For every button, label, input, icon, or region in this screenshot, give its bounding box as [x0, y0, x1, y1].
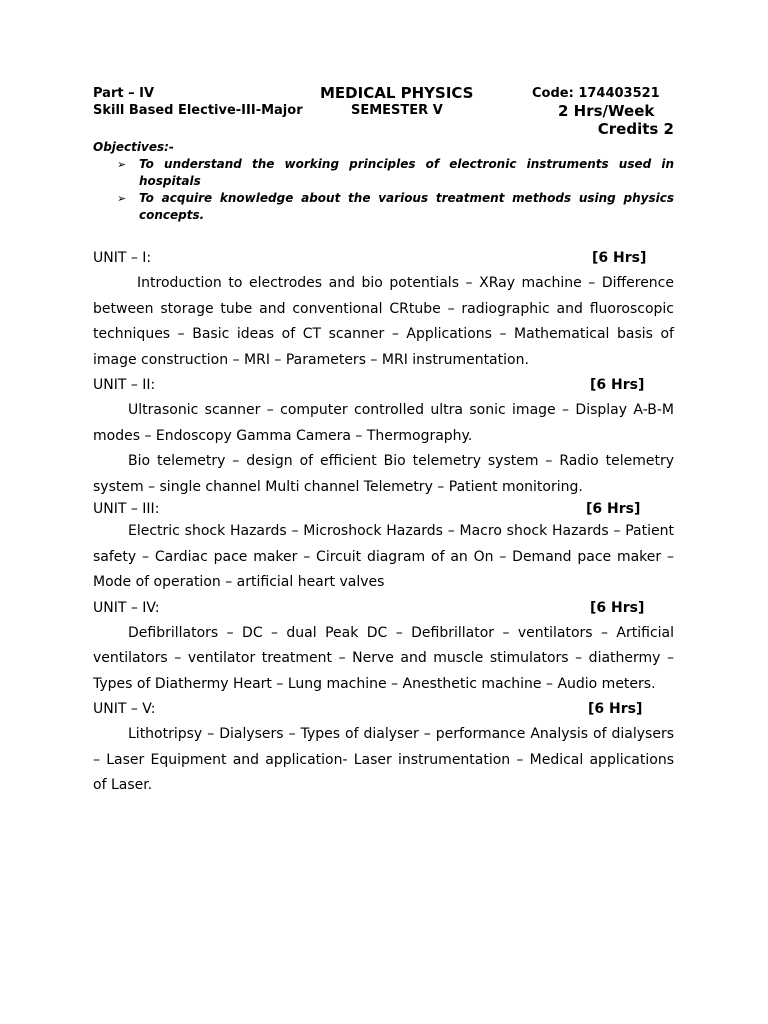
unit-title: UNIT – III:	[93, 501, 160, 517]
syllabus-page	[93, 86, 674, 799]
semester-label: SEMESTER V	[351, 103, 443, 118]
unit-hours: [6 Hrs]	[588, 701, 643, 717]
objective-text: To acquire knowledge about the various treatment methods using physics concepts.	[139, 191, 674, 222]
course-code: Code: 174403521	[532, 86, 660, 101]
unit-paragraph: Bio telemetry – design of efficient Bio telemetry system – Radio telemetry system – single channel Multi channel Telemetry – Patient monitoring.	[93, 453, 674, 495]
unit-hours: [6 Hrs]	[590, 599, 645, 616]
unit-paragraph: Defibrillators – DC – dual Peak DC – Defibrillator – ventilators – Artificial ventilators – ventilator treatment – Nerve and muscle stimulators – diathermy – Types of Diathermy Heart – Lung machine – Anesthetic machine – Audio meters.	[93, 624, 674, 692]
arrow-bullet-icon: ➢	[117, 192, 127, 205]
unit-heading	[93, 697, 674, 722]
part-label: Part – IV	[93, 86, 155, 101]
unit-title: UNIT – II:	[93, 377, 156, 393]
course-title: MEDICAL PHYSICS	[320, 84, 474, 102]
hours-per-week: 2 Hrs/Week	[558, 102, 655, 120]
unit-paragraph: Lithotripsy – Dialysers – Types of dialyser – performance Analysis of dialysers – Laser Equipment and application- Laser instrumentation – Medical applications of Laser.	[93, 726, 674, 793]
objective-text: To understand the working principles of electronic instruments used in hospitals	[139, 157, 674, 188]
credits-label: Credits 2	[597, 120, 674, 138]
unit-hours: [6 Hrs]	[586, 501, 641, 517]
header-row-1	[93, 86, 674, 103]
unit-hours: [6 Hrs]	[592, 250, 647, 266]
elective-label: Skill Based Elective-III-Major	[93, 103, 303, 118]
header-row-2	[93, 103, 674, 120]
unit-title: UNIT – IV:	[93, 599, 160, 616]
objectives-heading: Objectives:-	[93, 140, 174, 154]
objective-item	[93, 156, 674, 190]
unit-title: UNIT – V:	[93, 701, 156, 717]
unit-heading	[93, 246, 674, 271]
unit-paragraph: Electric shock Hazards – Microshock Hazards – Macro shock Hazards – Patient safety – Cardiac pace maker – Circuit diagram of an On – Demand pace maker – Mode of operation – artificial heart valves	[93, 523, 674, 590]
unit-heading	[93, 596, 674, 621]
arrow-bullet-icon: ➢	[117, 158, 127, 171]
objectives-list	[93, 156, 674, 224]
unit-paragraph: Ultrasonic scanner – computer controlled ultra sonic image – Display A-B-M modes – Endoscopy Gamma Camera – Thermography.	[93, 402, 674, 444]
unit-title: UNIT – I:	[93, 250, 152, 266]
unit-heading	[93, 373, 674, 398]
unit-paragraph: Introduction to electrodes and bio potentials – XRay machine – Difference between storage tube and conventional CRtube – radiographic and fluoroscopic techniques – Basic ideas of CT scanner – Applications – Mathematical basis of image construction – MRI – Parameters – MRI instrumentation.	[93, 275, 674, 368]
units-section	[93, 246, 674, 799]
unit-hours: [6 Hrs]	[590, 377, 645, 393]
objective-item	[93, 190, 674, 224]
unit-heading	[93, 500, 674, 519]
